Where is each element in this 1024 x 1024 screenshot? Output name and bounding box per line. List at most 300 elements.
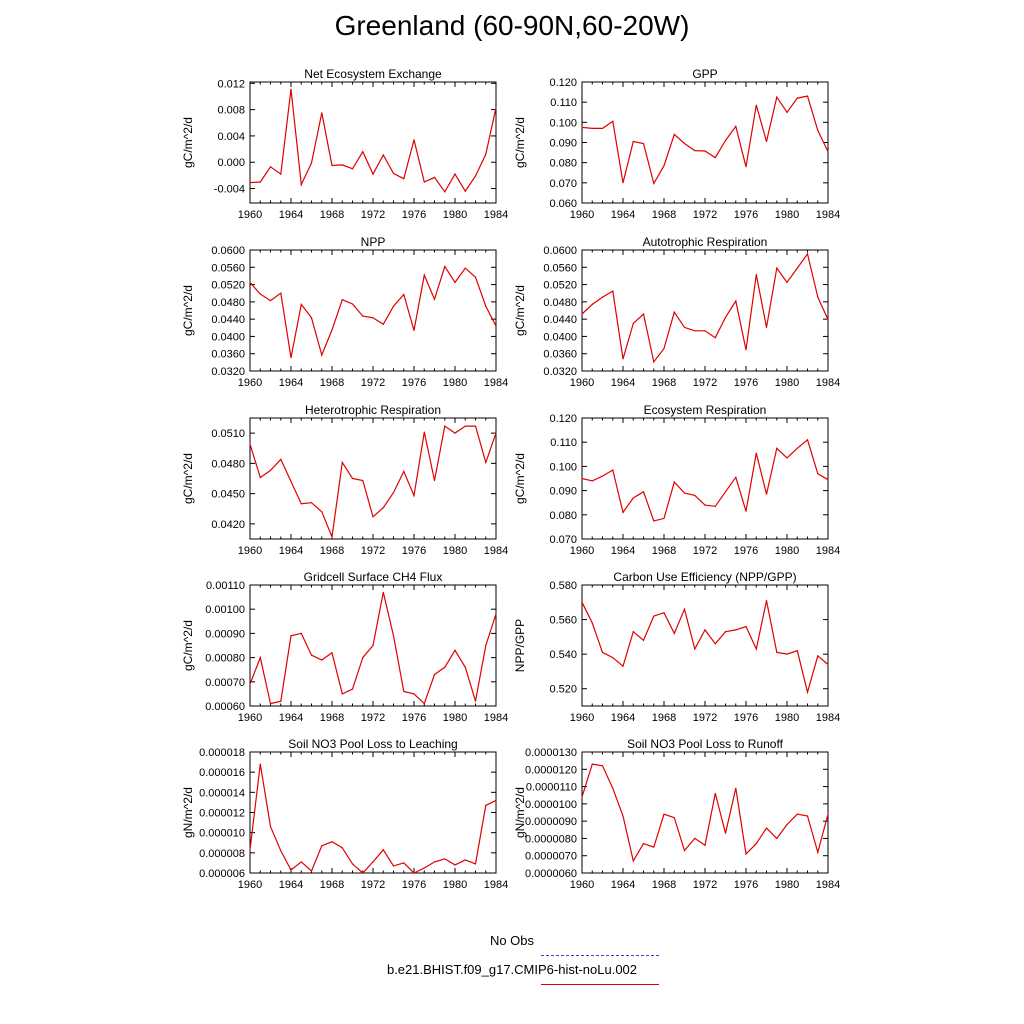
panel-6-point [633, 497, 634, 498]
panel-10-ytick-label: 0.0000070 [525, 850, 577, 863]
panel-2-frame [582, 82, 828, 203]
panel-5-xtick-label: 1968 [319, 545, 345, 557]
panel-2-point [694, 150, 695, 151]
panel-10-ytick-label: 0.0000130 [525, 747, 577, 759]
panel-7-point [403, 691, 404, 692]
panel-8-xtick-label: 1976 [733, 712, 759, 724]
panel-2-point [745, 166, 746, 167]
panel-6-point [827, 479, 828, 480]
panel-2-point [827, 151, 828, 152]
panel-1-point [393, 173, 394, 174]
panel-6-series-line [582, 440, 828, 521]
panel-2-point [602, 128, 603, 129]
panel-2-ytick-label: 0.120 [549, 77, 577, 89]
panel-5-point [413, 495, 414, 496]
panel-6-xtick-label: 1972 [692, 545, 718, 557]
panel-1-ytick-label: -0.004 [213, 183, 245, 196]
panel-9-xtick-label: 1968 [319, 879, 345, 891]
panel-7-series-line [250, 592, 496, 703]
panel-8-point [684, 609, 685, 610]
panel-8-point [653, 616, 654, 617]
panel-8-point [704, 629, 705, 630]
panel-6-point [745, 511, 746, 512]
panel-5-point [434, 480, 435, 481]
panel-10-point [592, 764, 593, 765]
panel-8-point [725, 631, 726, 632]
panel-1-point [434, 177, 435, 178]
panel-4-ytick-label: 0.0520 [543, 279, 577, 292]
panel-5-ytick-label: 0.0480 [211, 458, 245, 471]
panel-3-point [260, 294, 261, 295]
panel-8-xtick-label: 1984 [815, 712, 841, 724]
panel-3-point [342, 299, 343, 300]
panel-8-point [766, 600, 767, 601]
panel-9-ytick-label: 0.000006 [199, 868, 245, 880]
panel-3-point [290, 357, 291, 358]
panel-9-point [485, 805, 486, 806]
panel-9-point [321, 845, 322, 846]
panel-7-point [372, 645, 373, 646]
panel-2-point [622, 182, 623, 183]
panel-8-xtick-label: 1968 [651, 712, 677, 724]
panel-3-point [372, 317, 373, 318]
panel-7-ylabel: gC/m^2/d [181, 620, 195, 671]
panel-4-ytick-label: 0.0400 [543, 331, 577, 344]
panel-2-point [643, 143, 644, 144]
panel-8-point [756, 648, 757, 649]
panel-2-point [756, 105, 757, 106]
panel-8-point [633, 631, 634, 632]
panel-6-ytick-label: 0.120 [549, 413, 577, 425]
panel-9-ylabel: gN/m^2/d [181, 787, 195, 838]
panel-10-ytick-label: 0.0000110 [525, 781, 577, 794]
panel-2-xtick-label: 1960 [569, 209, 595, 221]
panel-9-ytick-label: 0.000012 [199, 807, 245, 820]
panel-7-ytick-label: 0.00110 [206, 580, 245, 592]
panel-2-point [797, 98, 798, 99]
panel-4-series-line [582, 254, 828, 362]
panel-7-ytick-label: 0.00070 [205, 676, 245, 689]
panel-10-point [674, 817, 675, 818]
panel-9-point [362, 872, 363, 873]
panel-5-point [362, 480, 363, 481]
panel-3-point [465, 268, 466, 269]
panel-5-xtick-label: 1964 [278, 545, 304, 557]
panel-1-ytick-label: 0.004 [217, 130, 245, 143]
legend-model-line [541, 984, 659, 985]
panel-3-point [280, 293, 281, 294]
panel-7-point [444, 667, 445, 668]
panel-10-ytick-label: 0.0000090 [525, 816, 577, 829]
panel-4-point [674, 312, 675, 313]
panel-10-point [622, 815, 623, 816]
panel-3-point [249, 282, 250, 283]
panel-7-point [260, 657, 261, 658]
panel-7-title: Gridcell Surface CH4 Flux [303, 570, 443, 584]
panel-2-point [807, 96, 808, 97]
panel-7-point [393, 635, 394, 636]
panel-6-point [715, 506, 716, 507]
panel-6-xtick-label: 1980 [774, 545, 800, 557]
panel-8-point [663, 612, 664, 613]
panel-6-point [684, 492, 685, 493]
panel-2-xtick-label: 1964 [610, 209, 636, 221]
panel-3-point [331, 329, 332, 330]
panel-4-point [786, 282, 787, 283]
panel-9-ytick-label: 0.000016 [199, 767, 245, 780]
panel-5-point [383, 507, 384, 508]
panel-2-point [766, 141, 767, 142]
panel-7-xtick-label: 1984 [483, 712, 509, 724]
panel-1-point [290, 89, 291, 90]
panel-8-point [674, 633, 675, 634]
legend-obs-line [541, 955, 659, 956]
panel-4-point [653, 361, 654, 362]
panel-5-point [475, 426, 476, 427]
panel-8-point [797, 650, 798, 651]
panel-8-ylabel: NPP/GPP [513, 618, 527, 673]
panel-7-point [475, 701, 476, 702]
panel-10-xtick-label: 1972 [692, 879, 718, 891]
panel-4-point [581, 313, 582, 314]
panel-7-point [280, 701, 281, 702]
panel-4-xtick-label: 1984 [815, 377, 841, 389]
panel-5-frame [250, 418, 496, 539]
panel-2-ytick-label: 0.100 [549, 117, 577, 130]
panel-4-ytick-label: 0.0440 [543, 314, 577, 327]
panel-7-xtick-label: 1964 [278, 712, 304, 724]
panel-2-ytick-label: 0.090 [549, 137, 577, 150]
panel-5-point [280, 459, 281, 460]
panel-2-ytick-label: 0.080 [549, 157, 577, 170]
panel-3-ylabel: gC/m^2/d [181, 285, 195, 336]
panel-10-ytick-label: 0.0000080 [525, 833, 577, 846]
panel-5-point [290, 481, 291, 482]
panel-9-point [424, 867, 425, 868]
panel-10-xtick-label: 1984 [815, 879, 841, 891]
panel-7-ytick-label: 0.00100 [205, 604, 245, 617]
panel-10-series-line [582, 764, 828, 861]
panel-5-ylabel: gC/m^2/d [181, 453, 195, 504]
panel-8-ytick-label: 0.520 [549, 683, 577, 696]
panel-10-xtick-label: 1964 [610, 879, 636, 891]
panel-10-point [694, 838, 695, 839]
panel-10-point [766, 828, 767, 829]
panel-5-point [393, 492, 394, 493]
panel-2-point [663, 165, 664, 166]
panel-6-point [602, 476, 603, 477]
panel-9-point [280, 850, 281, 851]
panel-5-title: Heterotrophic Respiration [304, 403, 442, 417]
panel-2-ytick-label: 0.110 [550, 97, 577, 110]
panel-8-xtick-label: 1972 [692, 712, 718, 724]
panel-2-xtick-label: 1968 [651, 209, 677, 221]
panel-4-ytick-label: 0.0480 [543, 296, 577, 309]
panel-9-point [475, 863, 476, 864]
panel-6-point [694, 495, 695, 496]
panel-5-point [311, 502, 312, 503]
panel-5-point [352, 478, 353, 479]
panel-6-point [786, 457, 787, 458]
panel-3-xtick-label: 1960 [237, 377, 263, 389]
panel-3-point [321, 354, 322, 355]
panel-5-ytick-label: 0.0420 [211, 518, 245, 531]
panel-9-point [260, 764, 261, 765]
panel-1-point [465, 191, 466, 192]
panel-3-xtick-label: 1972 [360, 377, 386, 389]
panel-8-point [735, 629, 736, 630]
panel-5-point [485, 462, 486, 463]
panel-4-point [827, 319, 828, 320]
panel-1-point [301, 184, 302, 185]
panel-4-point [643, 313, 644, 314]
panel-6-point [735, 477, 736, 478]
panel-2-point [735, 126, 736, 127]
panel-3-point [393, 306, 394, 307]
panel-10-xtick-label: 1968 [651, 879, 677, 891]
panel-1-point [249, 182, 250, 183]
panel-6-point [776, 448, 777, 449]
panel-4-xtick-label: 1964 [610, 377, 636, 389]
panel-1-point [444, 191, 445, 192]
panel-9-point [249, 849, 250, 850]
panel-7-point [465, 667, 466, 668]
panel-1-point [495, 107, 496, 108]
panel-9-xtick-label: 1972 [360, 879, 386, 891]
panel-9-point [413, 872, 414, 873]
panel-8-point [715, 643, 716, 644]
panel-10-point [602, 765, 603, 766]
panel-8-title: Carbon Use Efficiency (NPP/GPP) [613, 570, 797, 584]
panel-4-ytick-label: 0.0320 [543, 366, 577, 378]
panel-8-point [581, 602, 582, 603]
panel-6-point [797, 448, 798, 449]
panel-6-point [643, 491, 644, 492]
panel-1-point [260, 181, 261, 182]
panel-8-point [807, 692, 808, 693]
panel-8-point [602, 652, 603, 653]
panel-4-xtick-label: 1976 [733, 377, 759, 389]
panel-1-xtick-label: 1976 [401, 209, 427, 221]
panel-9-xtick-label: 1964 [278, 879, 304, 891]
panel-3-point [301, 304, 302, 305]
panel-7-point [249, 684, 250, 685]
panel-4-ylabel: gC/m^2/d [513, 285, 527, 336]
panel-3-point [270, 300, 271, 301]
panel-10-title: Soil NO3 Pool Loss to Runoff [627, 737, 783, 751]
panel-10-point [725, 833, 726, 834]
panel-5-point [301, 503, 302, 504]
panel-6-title: Ecosystem Respiration [643, 403, 767, 417]
panel-2-point [786, 112, 787, 113]
panel-4-point [633, 323, 634, 324]
panel-9-xtick-label: 1976 [401, 879, 427, 891]
panel-5-point [424, 432, 425, 433]
panel-10-point [786, 824, 787, 825]
panel-10-point [633, 860, 634, 861]
panel-5-xtick-label: 1984 [483, 545, 509, 557]
panel-5-xtick-label: 1976 [401, 545, 427, 557]
panel-5-point [260, 477, 261, 478]
panel-3-point [495, 326, 496, 327]
panel-7-xtick-label: 1976 [401, 712, 427, 724]
panel-2-point [715, 157, 716, 158]
panel-9-point [465, 859, 466, 860]
panel-2-point [612, 121, 613, 122]
panel-6-xtick-label: 1960 [569, 545, 595, 557]
panel-4-xtick-label: 1972 [692, 377, 718, 389]
panel-2-point [684, 143, 685, 144]
panel-4-ytick-label: 0.0560 [543, 262, 577, 275]
panel-5-point [372, 516, 373, 517]
panel-9-point [270, 826, 271, 827]
panel-8-xtick-label: 1960 [569, 712, 595, 724]
panel-5-ytick-label: 0.0510 [211, 428, 245, 441]
panel-9-ytick-label: 0.000008 [199, 847, 245, 860]
panel-7-point [434, 674, 435, 675]
panel-8-ytick-label: 0.540 [549, 649, 577, 662]
panel-7-point [290, 635, 291, 636]
panel-10-point [807, 815, 808, 816]
panel-8-point [776, 652, 777, 653]
panel-6-point [612, 469, 613, 470]
panel-10-point [797, 814, 798, 815]
panel-4-xtick-label: 1980 [774, 377, 800, 389]
panel-3-ytick-label: 0.0520 [211, 279, 245, 292]
panel-4-ytick-label: 0.0360 [543, 348, 577, 361]
panel-1-point [362, 151, 363, 152]
panel-3-xtick-label: 1976 [401, 377, 427, 389]
panel-7-point [424, 703, 425, 704]
panel-5-series-line [250, 426, 496, 537]
panel-6-point [622, 512, 623, 513]
panel-6-point [756, 453, 757, 454]
panel-9-point [495, 800, 496, 801]
panel-8-xtick-label: 1964 [610, 712, 636, 724]
panel-1-point [454, 174, 455, 175]
panel-5-point [444, 426, 445, 427]
panel-9-ytick-label: 0.000014 [199, 787, 245, 800]
panel-1-xtick-label: 1984 [483, 209, 509, 221]
panel-4-point [766, 327, 767, 328]
panel-10-point [715, 793, 716, 794]
panel-7-xtick-label: 1980 [442, 712, 468, 724]
panel-10-point [735, 788, 736, 789]
panel-10-point [756, 843, 757, 844]
panel-8-xtick-label: 1980 [774, 712, 800, 724]
panel-7-xtick-label: 1968 [319, 712, 345, 724]
panel-1-xtick-label: 1960 [237, 209, 263, 221]
panel-1-point [321, 112, 322, 113]
panel-3-point [454, 282, 455, 283]
panel-9-point [393, 865, 394, 866]
panel-7-xtick-label: 1960 [237, 712, 263, 724]
panel-5-point [454, 433, 455, 434]
panel-7-point [331, 652, 332, 653]
panel-4-title: Autotrophic Respiration [642, 235, 768, 249]
panel-2-point [653, 183, 654, 184]
panel-10-xtick-label: 1960 [569, 879, 595, 891]
panel-6-xtick-label: 1964 [610, 545, 636, 557]
panel-2-point [633, 141, 634, 142]
panel-1-point [342, 164, 343, 165]
panel-1-series-line [250, 89, 496, 192]
panel-3-point [424, 275, 425, 276]
panel-10-point [684, 850, 685, 851]
panel-7-point [270, 703, 271, 704]
panel-10-ytick-label: 0.0000120 [525, 764, 577, 777]
panel-9-point [311, 870, 312, 871]
panel-3-point [352, 303, 353, 304]
panel-6-xtick-label: 1984 [815, 545, 841, 557]
panel-6-point [581, 478, 582, 479]
panel-1-point [270, 166, 271, 167]
panel-3-point [311, 317, 312, 318]
panel-9-point [290, 869, 291, 870]
panel-3-frame [250, 250, 496, 371]
panel-3-ytick-label: 0.0560 [211, 262, 245, 275]
panel-10-point [817, 852, 818, 853]
panel-7-point [454, 650, 455, 651]
panel-9-frame [250, 752, 496, 873]
panel-10-point [776, 838, 777, 839]
panel-1-ytick-label: 0.000 [217, 157, 245, 170]
panel-2-point [704, 150, 705, 151]
panel-1-xtick-label: 1968 [319, 209, 345, 221]
panel-3-xtick-label: 1980 [442, 377, 468, 389]
panel-10-point [581, 796, 582, 797]
panel-10-point [643, 843, 644, 844]
panel-3-title: NPP [360, 235, 386, 249]
panel-3-ytick-label: 0.0320 [211, 366, 245, 378]
panel-5-point [495, 433, 496, 434]
panel-1-point [311, 162, 312, 163]
panel-10-point [745, 853, 746, 854]
panel-7-ytick-label: 0.00090 [205, 628, 245, 641]
panel-9-point [372, 861, 373, 862]
panel-1-ytick-label: 0.012 [217, 78, 245, 91]
panel-9-point [331, 841, 332, 842]
panel-5-xtick-label: 1972 [360, 545, 386, 557]
panel-6-point [663, 518, 664, 519]
panel-5-point [465, 426, 466, 427]
panel-3-ytick-label: 0.0400 [211, 331, 245, 344]
panel-2-point [592, 128, 593, 129]
panel-3-point [403, 294, 404, 295]
panel-6-ytick-label: 0.100 [549, 461, 577, 474]
panel-4-point [592, 304, 593, 305]
panel-3-point [475, 277, 476, 278]
panel-3-ytick-label: 0.0600 [211, 245, 245, 257]
panel-10-ytick-label: 0.0000060 [525, 868, 577, 880]
panel-9-point [352, 863, 353, 864]
panel-5-point [270, 470, 271, 471]
panel-7-point [485, 645, 486, 646]
panel-10-point [653, 847, 654, 848]
panel-4-point [745, 349, 746, 350]
panel-9-point [444, 858, 445, 859]
panel-2-ytick-label: 0.060 [549, 198, 577, 210]
panel-1-ylabel: gC/m^2/d [181, 117, 195, 168]
panel-8-point [612, 657, 613, 658]
panel-6-point [817, 473, 818, 474]
panel-6-point [653, 520, 654, 521]
panel-6-ytick-label: 0.080 [549, 509, 577, 522]
panel-7-point [311, 655, 312, 656]
panel-7-point [301, 633, 302, 634]
panel-8-frame [582, 585, 828, 706]
panel-6-xtick-label: 1968 [651, 545, 677, 557]
